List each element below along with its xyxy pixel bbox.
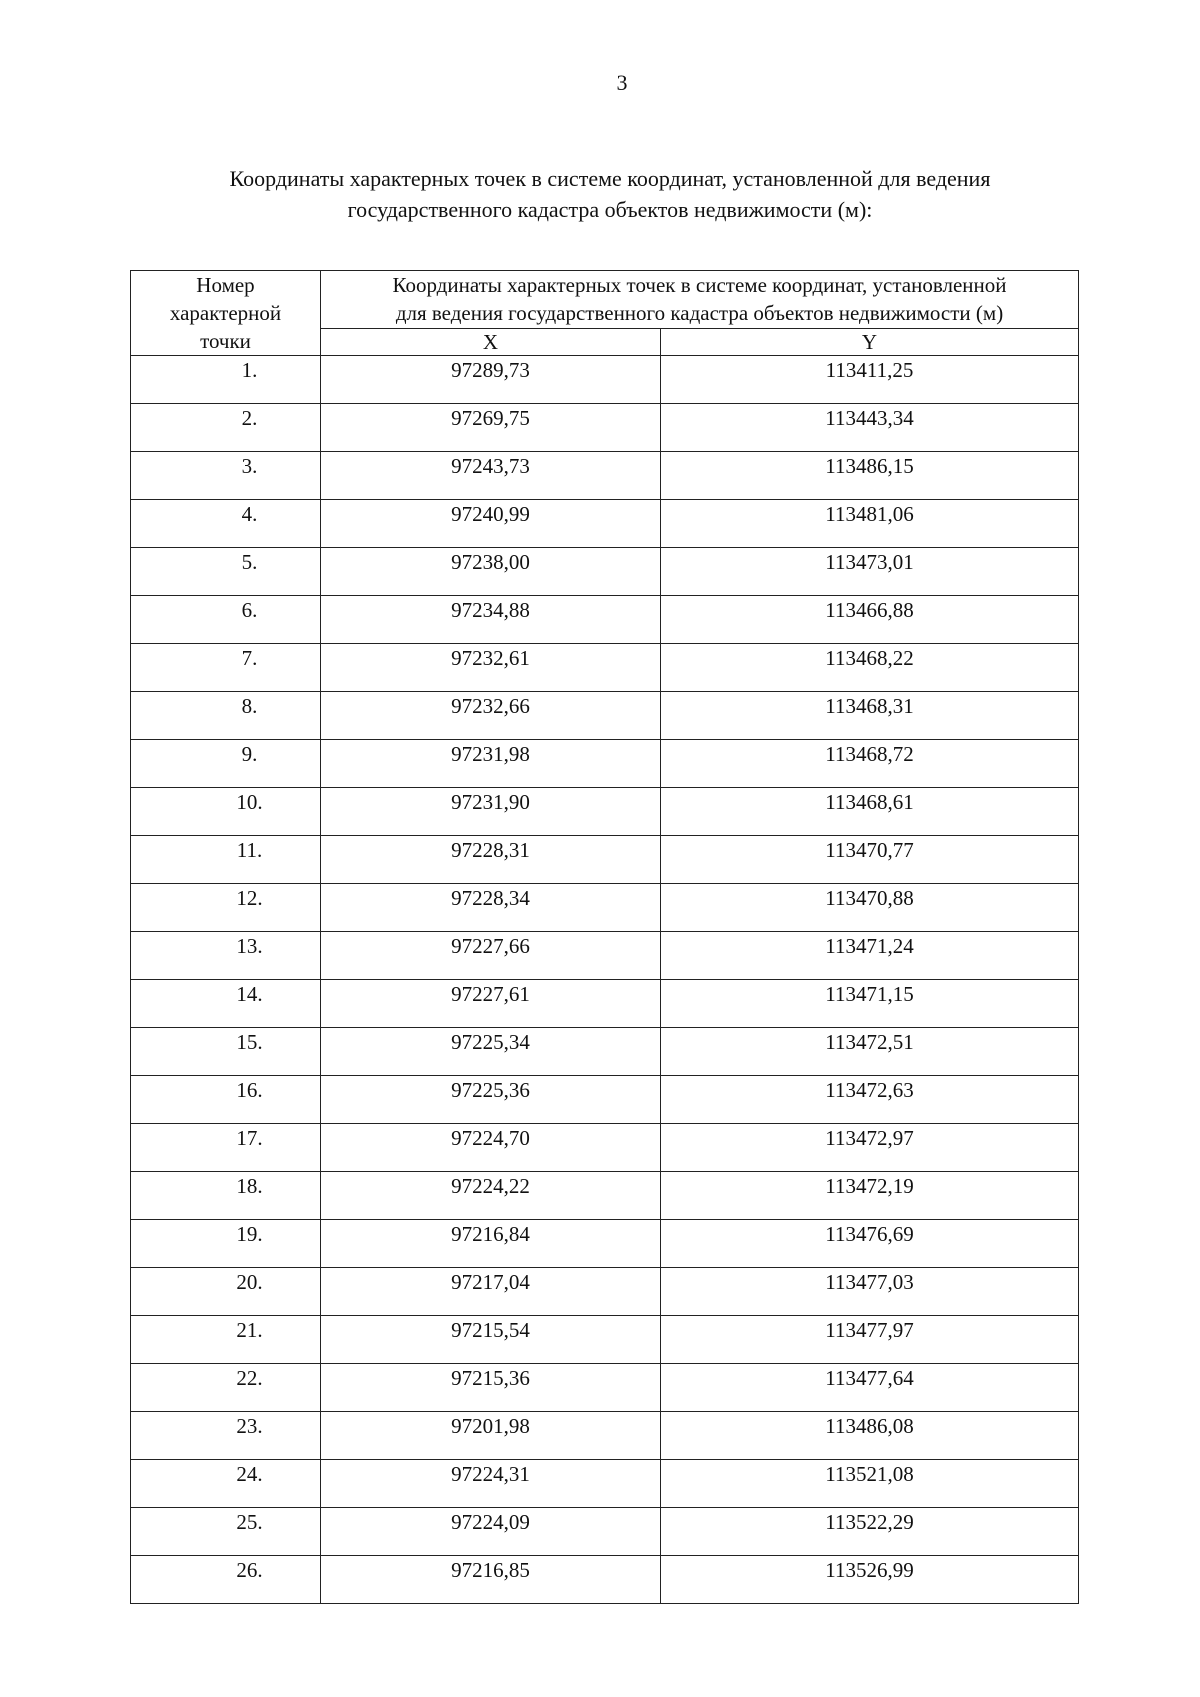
point-number-cell: 8. (131, 692, 321, 740)
point-number-cell: 17. (131, 1124, 321, 1172)
y-coordinate-cell: 113472,97 (661, 1124, 1079, 1172)
x-coordinate-cell: 97269,75 (321, 404, 661, 452)
table-row (131, 1460, 1079, 1508)
x-coordinate-cell: 97243,73 (321, 452, 661, 500)
point-number-cell: 23. (131, 1412, 321, 1460)
point-number-cell: 22. (131, 1364, 321, 1412)
table-row (131, 1268, 1079, 1316)
x-coordinate-cell: 97224,22 (321, 1172, 661, 1220)
x-coordinate-cell: 97228,34 (321, 884, 661, 932)
x-coordinate-cell: 97201,98 (321, 1412, 661, 1460)
header-coords-line-2: для ведения государственного кадастра объектов недвижимости (м) (395, 301, 1004, 325)
point-number-cell: 5. (131, 548, 321, 596)
x-coordinate-cell: 97215,54 (321, 1316, 661, 1364)
document-heading (150, 163, 1070, 225)
y-coordinate-cell: 113472,63 (661, 1076, 1079, 1124)
header-x: X (321, 328, 661, 355)
x-coordinate-cell: 97224,70 (321, 1124, 661, 1172)
y-coordinate-cell: 113470,77 (661, 836, 1079, 884)
y-coordinate-cell: 113471,15 (661, 980, 1079, 1028)
y-coordinate-cell: 113477,97 (661, 1316, 1079, 1364)
y-coordinate-cell: 113443,34 (661, 404, 1079, 452)
y-coordinate-cell: 113526,99 (661, 1556, 1079, 1604)
table-row (131, 548, 1079, 596)
table-row (131, 1076, 1079, 1124)
y-coordinate-cell: 113473,01 (661, 548, 1079, 596)
point-number-cell: 18. (131, 1172, 321, 1220)
table-row (131, 1028, 1079, 1076)
point-number-cell: 4. (131, 500, 321, 548)
y-coordinate-cell: 113486,08 (661, 1412, 1079, 1460)
x-coordinate-cell: 97231,90 (321, 788, 661, 836)
y-coordinate-cell: 113522,29 (661, 1508, 1079, 1556)
header-coords-line-1: Координаты характерных точек в системе координат, установленной (392, 273, 1007, 297)
y-coordinate-cell: 113468,22 (661, 644, 1079, 692)
table-row (131, 884, 1079, 932)
table-row (131, 1172, 1079, 1220)
point-number-cell: 20. (131, 1268, 321, 1316)
x-coordinate-cell: 97216,84 (321, 1220, 661, 1268)
table-row (131, 932, 1079, 980)
x-coordinate-cell: 97225,34 (321, 1028, 661, 1076)
table-row (131, 1508, 1079, 1556)
table-row (131, 980, 1079, 1028)
y-coordinate-cell: 113477,64 (661, 1364, 1079, 1412)
y-coordinate-cell: 113470,88 (661, 884, 1079, 932)
table-row (131, 356, 1079, 404)
table-row (131, 1556, 1079, 1604)
point-number-cell: 19. (131, 1220, 321, 1268)
page-number: 3 (616, 70, 628, 95)
table-row (131, 1412, 1079, 1460)
point-number-cell: 6. (131, 596, 321, 644)
header-coordinates (321, 271, 1079, 329)
y-coordinate-cell: 113411,25 (661, 356, 1079, 404)
x-coordinate-cell: 97289,73 (321, 356, 661, 404)
table-row (131, 452, 1079, 500)
point-number-cell: 11. (131, 836, 321, 884)
point-number-cell: 14. (131, 980, 321, 1028)
header-number-line-2: характерной (169, 301, 282, 325)
x-coordinate-cell: 97228,31 (321, 836, 661, 884)
table-row (131, 836, 1079, 884)
x-coordinate-cell: 97240,99 (321, 500, 661, 548)
y-coordinate-cell: 113468,31 (661, 692, 1079, 740)
y-coordinate-cell: 113466,88 (661, 596, 1079, 644)
table-body (131, 356, 1079, 1604)
point-number-cell: 25. (131, 1508, 321, 1556)
table-row (131, 644, 1079, 692)
point-number-cell: 12. (131, 884, 321, 932)
table-row (131, 1364, 1079, 1412)
x-coordinate-cell: 97232,61 (321, 644, 661, 692)
header-number-line-3: точки (200, 329, 251, 353)
x-coordinate-cell: 97234,88 (321, 596, 661, 644)
table-row (131, 500, 1079, 548)
point-number-cell: 15. (131, 1028, 321, 1076)
point-number-cell: 2. (131, 404, 321, 452)
table-row (131, 740, 1079, 788)
y-coordinate-cell: 113472,51 (661, 1028, 1079, 1076)
header-point-number (131, 271, 321, 356)
x-coordinate-cell: 97231,98 (321, 740, 661, 788)
y-coordinate-cell: 113521,08 (661, 1460, 1079, 1508)
table-header (131, 271, 1079, 356)
point-number-cell: 21. (131, 1316, 321, 1364)
x-coordinate-cell: 97216,85 (321, 1556, 661, 1604)
header-number-line-1: Номер (196, 273, 255, 297)
y-coordinate-cell: 113471,24 (661, 932, 1079, 980)
x-coordinate-cell: 97225,36 (321, 1076, 661, 1124)
y-coordinate-cell: 113477,03 (661, 1268, 1079, 1316)
point-number-cell: 9. (131, 740, 321, 788)
header-y: Y (661, 328, 1079, 355)
table-row (131, 1124, 1079, 1172)
y-coordinate-cell: 113468,61 (661, 788, 1079, 836)
x-coordinate-cell: 97227,66 (321, 932, 661, 980)
table-row (131, 404, 1079, 452)
y-coordinate-cell: 113468,72 (661, 740, 1079, 788)
y-coordinate-cell: 113486,15 (661, 452, 1079, 500)
table-row (131, 788, 1079, 836)
point-number-cell: 1. (131, 356, 321, 404)
table-row (131, 1220, 1079, 1268)
heading-line-2: государственного кадастра объектов недвижимости (м): (347, 197, 873, 222)
x-coordinate-cell: 97224,31 (321, 1460, 661, 1508)
point-number-cell: 13. (131, 932, 321, 980)
coordinates-table (130, 270, 1079, 1604)
y-coordinate-cell: 113472,19 (661, 1172, 1079, 1220)
x-coordinate-cell: 97215,36 (321, 1364, 661, 1412)
table-row (131, 692, 1079, 740)
point-number-cell: 26. (131, 1556, 321, 1604)
heading-line-1: Координаты характерных точек в системе координат, установленной для ведения (229, 166, 991, 191)
point-number-cell: 7. (131, 644, 321, 692)
x-coordinate-cell: 97224,09 (321, 1508, 661, 1556)
point-number-cell: 10. (131, 788, 321, 836)
table-row (131, 1316, 1079, 1364)
point-number-cell: 16. (131, 1076, 321, 1124)
x-coordinate-cell: 97238,00 (321, 548, 661, 596)
x-coordinate-cell: 97232,66 (321, 692, 661, 740)
table-row (131, 596, 1079, 644)
x-coordinate-cell: 97217,04 (321, 1268, 661, 1316)
y-coordinate-cell: 113476,69 (661, 1220, 1079, 1268)
x-coordinate-cell: 97227,61 (321, 980, 661, 1028)
y-coordinate-cell: 113481,06 (661, 500, 1079, 548)
point-number-cell: 24. (131, 1460, 321, 1508)
point-number-cell: 3. (131, 452, 321, 500)
